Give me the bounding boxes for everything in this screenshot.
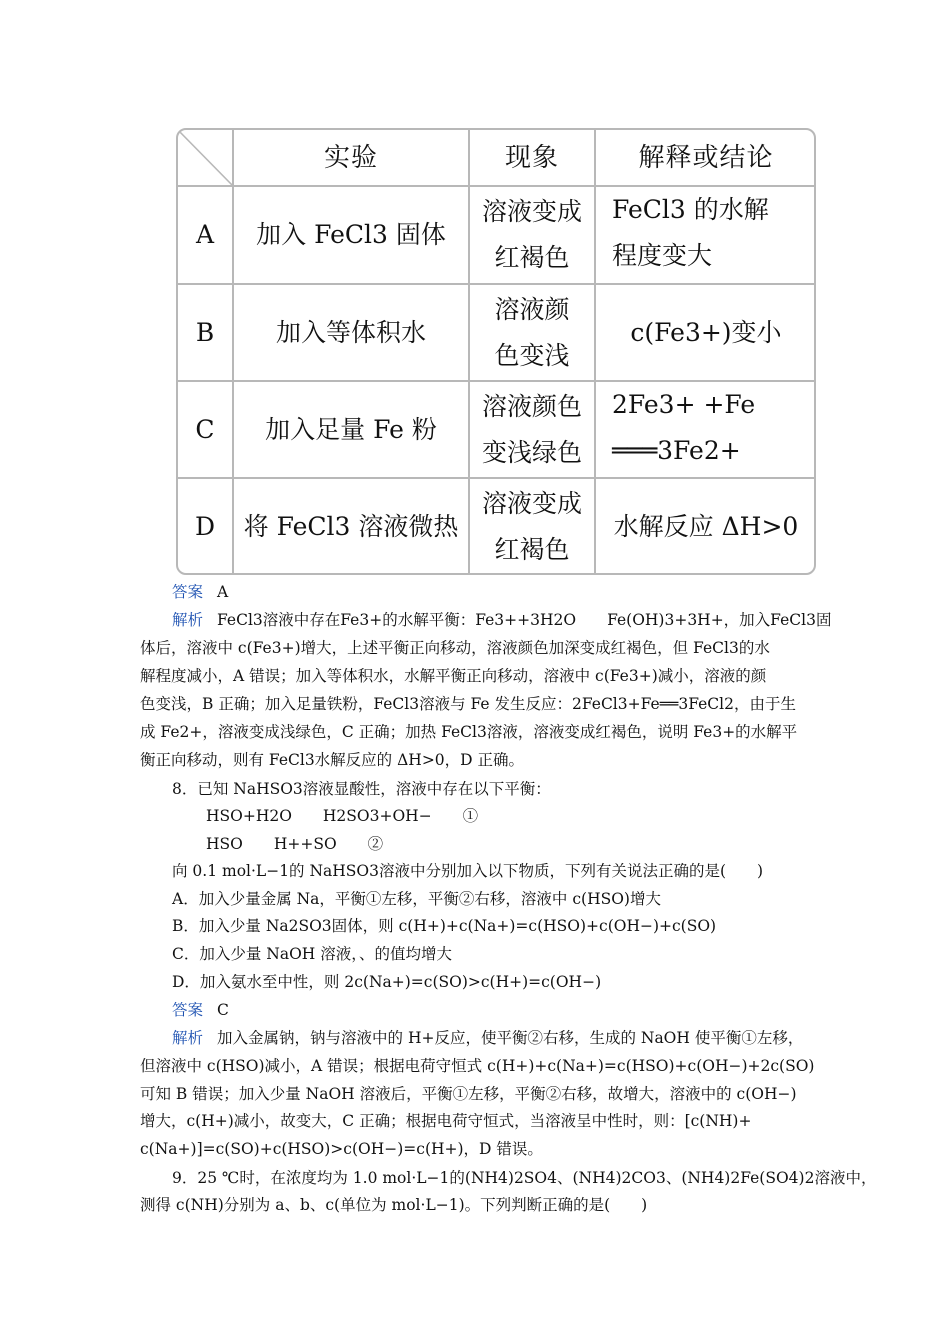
analysis-label: 解析 <box>172 1029 204 1047</box>
q8-analysis-line-5: c(Na+)]=c(SO)+c(HSO)>c(OH−)=c(H+)，D 错误。 <box>140 1140 543 1158</box>
row-b-experiment: 加入等体积水 <box>275 317 426 347</box>
row-c-phenomenon <box>470 382 594 477</box>
header-conclusion: 解释或结论 <box>638 142 774 173</box>
row-a-phenomenon-line2: 红褐色 <box>494 243 570 272</box>
q7-answer-line <box>172 582 228 602</box>
row-c-option: C <box>195 414 215 444</box>
q7-analysis-line-1 <box>172 610 831 630</box>
header-phenomenon: 现象 <box>504 142 559 173</box>
row-d-conclusion: 水解反应 ΔH>0 <box>613 512 799 541</box>
q8-analysis-line-2: 但溶液中 c(HSO)减小，A 错误；根据电荷守恒式 c(H+)+c(Na+)=c(HSO)+c(OH−)+2c(SO) <box>140 1057 815 1075</box>
experiment-table <box>176 128 816 575</box>
row-a-conclusion-line1: FeCl3 的水解 <box>612 195 769 224</box>
row-a-conclusion <box>596 187 816 283</box>
answer-label: 答案 <box>172 1001 204 1019</box>
row-c-phenomenon-line1: 溶液颜色 <box>481 391 582 421</box>
q8-analysis-line-4: 增大，c(H+)减小，故变大，C 正确；根据电荷守恒式，当溶液呈中性时，则：[c(NH)+ <box>140 1112 752 1130</box>
row-c-conclusion-line2: ═══3Fe2+ <box>612 436 741 465</box>
row-a-conclusion-line2: 程度变大 <box>612 241 713 270</box>
row-a-experiment: 加入 FeCl3 固体 <box>256 220 446 249</box>
q8-option-d: D．加入氨水至中性，则 2c(Na+)=c(SO)>c(H+)=c(OH−) <box>172 973 602 991</box>
q7-analysis-line-6: 衡正向移动，则有 FeCl3水解反应的 ΔH>0，D 正确。 <box>140 751 525 769</box>
q8-answer-line <box>172 1000 229 1020</box>
row-c-conclusion <box>596 382 816 477</box>
row-b-conclusion: c(Fe3+)变小 <box>630 317 782 347</box>
row-b-phenomenon <box>470 285 594 380</box>
q8-option-c: C．加入少量 NaOH 溶液，、的值均增大 <box>172 945 452 963</box>
row-b-option: B <box>195 317 215 347</box>
q8-equilibrium-2: HSO H++SO ② <box>206 835 384 853</box>
row-b-phenomenon-line1: 溶液颜 <box>494 294 570 324</box>
q8-analysis-text-1: 加入金属钠，钠与溶液中的 H+反应，使平衡②右移，生成的 NaOH 使平衡①左移， <box>217 1029 804 1047</box>
header-experiment: 实验 <box>323 142 378 173</box>
q7-analysis-line-4: 色变浅，B 正确；加入足量铁粉，FeCl3溶液与 Fe 发生反应：2FeCl3+Fe══3FeCl2，由于生 <box>140 695 796 713</box>
row-d-phenomenon-line1: 溶液变成 <box>481 489 582 518</box>
q9-line-1: 9．25 ℃时，在浓度均为 1.0 mol·L−1的(NH4)2SO4、(NH4)2CO3、(NH4)2Fe(SO4)2溶液中， <box>172 1169 877 1187</box>
row-c-conclusion-line1: 2Fe3+ +Fe <box>612 390 756 419</box>
q7-answer: A <box>217 583 229 601</box>
q8-answer: C <box>217 1001 229 1019</box>
answer-label: 答案 <box>172 583 204 601</box>
q7-analysis-line-2: 体后，溶液中 c(Fe3+)增大，上述平衡正向移动，溶液颜色加深变成红褐色，但 FeCl3的水 <box>140 639 770 657</box>
row-d-option: D <box>194 512 216 541</box>
q7-analysis-line-5: 成 Fe2+，溶液变成浅绿色，C 正确；加热 FeCl3溶液，溶液变成红褐色，说明 Fe3+的水解平 <box>140 723 798 741</box>
analysis-label: 解析 <box>172 611 204 629</box>
q7-analysis-line-3: 解程度减小，A 错误；加入等体积水，水解平衡正向移动，溶液中 c(Fe3+)减小，溶液的颜 <box>140 667 767 685</box>
row-d-phenomenon-line2: 红褐色 <box>494 535 570 564</box>
q9-line-2: 测得 c(NH)分别为 a、b、c(单位为 mol·L−1)。下列判断正确的是( ) <box>140 1196 648 1214</box>
q8-option-a: A．加入少量金属 Na，平衡①左移，平衡②右移，溶液中 c(HSO)增大 <box>172 890 661 908</box>
row-c-experiment: 加入足量 Fe 粉 <box>265 414 437 444</box>
q8-stem: 8．已知 NaHSO3溶液显酸性，溶液中存在以下平衡： <box>172 780 551 798</box>
row-a-phenomenon-line1: 溶液变成 <box>481 197 582 226</box>
row-d-phenomenon <box>470 479 594 575</box>
row-b-phenomenon-line2: 色变浅 <box>494 340 570 370</box>
q8-analysis-line-3: 可知 B 错误；加入少量 NaOH 溶液后，平衡①左移，平衡②右移，故增大，溶液中的 c(OH−) <box>140 1085 797 1103</box>
diagonal-header-line <box>178 130 233 186</box>
q8-analysis-line-1 <box>172 1028 803 1048</box>
row-a-phenomenon <box>470 187 594 283</box>
row-c-phenomenon-line2: 变浅绿色 <box>481 437 582 467</box>
q8-question: 向 0.1 mol·L−1的 NaHSO3溶液中分别加入以下物质，下列有关说法正确的是( ) <box>172 862 764 880</box>
q8-equilibrium-1: HSO+H2O H2SO3+OH− ① <box>206 807 479 825</box>
row-d-experiment: 将 FeCl3 溶液微热 <box>243 512 459 541</box>
q8-option-b: B．加入少量 Na2SO3固体，则 c(H+)+c(Na+)=c(HSO)+c(OH−)+c(SO) <box>172 917 717 935</box>
row-a-option: A <box>195 220 215 249</box>
q7-analysis-text-1: FeCl3溶液中存在Fe3+的水解平衡：Fe3++3H2O Fe(OH)3+3H+，加入FeCl3固 <box>217 611 832 629</box>
